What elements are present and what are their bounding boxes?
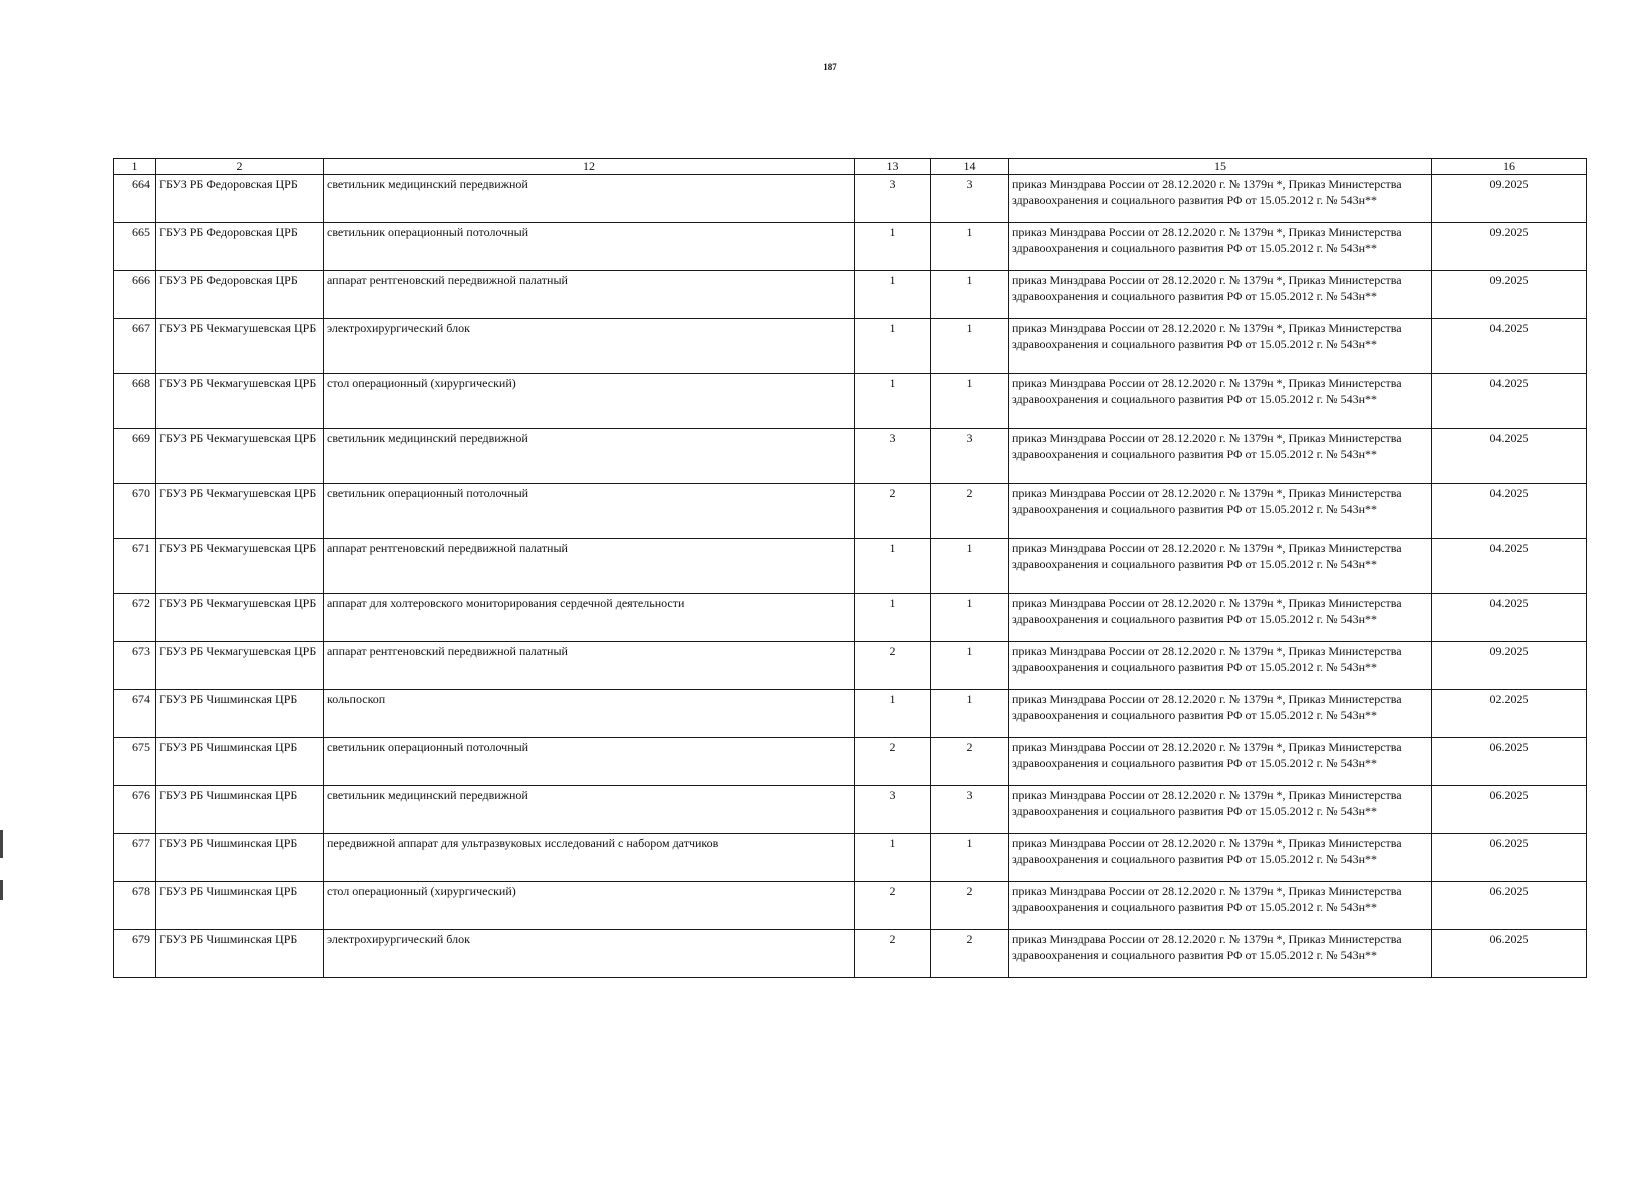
cell-organization: ГБУЗ РБ Чишминская ЦРБ: [156, 738, 324, 786]
table-row: [114, 429, 1587, 484]
cell-basis: приказ Минздрава России от 28.12.2020 г. № 1379н *, Приказ Министерства здравоохранения и социального развития РФ от 15.05.2012 г. № 543н**: [1009, 374, 1432, 429]
table-row: [114, 690, 1587, 738]
cell-equipment: светильник медицинский передвижной: [324, 786, 855, 834]
cell-col-14: 1: [931, 319, 1009, 374]
cell-organization: ГБУЗ РБ Чишминская ЦРБ: [156, 882, 324, 930]
cell-col-14: 1: [931, 539, 1009, 594]
cell-col-14: 1: [931, 594, 1009, 642]
cell-col-13: 1: [855, 594, 931, 642]
cell-organization: ГБУЗ РБ Чишминская ЦРБ: [156, 690, 324, 738]
table-row: [114, 786, 1587, 834]
cell-date: 06.2025: [1432, 834, 1587, 882]
cell-basis: приказ Минздрава России от 28.12.2020 г. № 1379н *, Приказ Министерства здравоохранения и социального развития РФ от 15.05.2012 г. № 543н**: [1009, 175, 1432, 223]
table-row: [114, 834, 1587, 882]
cell-date: 04.2025: [1432, 319, 1587, 374]
equipment-table: [113, 158, 1587, 978]
scan-edge-mark: [0, 880, 3, 900]
cell-date: 09.2025: [1432, 642, 1587, 690]
cell-col-14: 1: [931, 223, 1009, 271]
cell-col-13: 1: [855, 271, 931, 319]
cell-col-13: 1: [855, 223, 931, 271]
cell-col-13: 2: [855, 738, 931, 786]
cell-col-14: 1: [931, 374, 1009, 429]
cell-col-13: 1: [855, 834, 931, 882]
cell-organization: ГБУЗ РБ Чекмагушевская ЦРБ: [156, 484, 324, 539]
table-row: [114, 930, 1587, 978]
col-header-14: 14: [931, 159, 1009, 175]
cell-equipment: стол операционный (хирургический): [324, 882, 855, 930]
cell-row-number: 678: [114, 882, 156, 930]
cell-organization: ГБУЗ РБ Чишминская ЦРБ: [156, 786, 324, 834]
cell-organization: ГБУЗ РБ Федоровская ЦРБ: [156, 175, 324, 223]
cell-basis: приказ Минздрава России от 28.12.2020 г. № 1379н *, Приказ Министерства здравоохранения и социального развития РФ от 15.05.2012 г. № 543н**: [1009, 223, 1432, 271]
table-body: [114, 175, 1587, 978]
col-header-15: 15: [1009, 159, 1432, 175]
cell-organization: ГБУЗ РБ Чишминская ЦРБ: [156, 930, 324, 978]
table-row: [114, 484, 1587, 539]
col-header-16: 16: [1432, 159, 1587, 175]
cell-equipment: аппарат для холтеровского мониторирования сердечной деятельности: [324, 594, 855, 642]
cell-col-13: 3: [855, 175, 931, 223]
cell-col-14: 3: [931, 175, 1009, 223]
header-row: [114, 159, 1587, 175]
table-row: [114, 642, 1587, 690]
table-row: [114, 882, 1587, 930]
cell-basis: приказ Минздрава России от 28.12.2020 г. № 1379н *, Приказ Министерства здравоохранения и социального развития РФ от 15.05.2012 г. № 543н**: [1009, 271, 1432, 319]
page-number: 187: [823, 62, 837, 72]
cell-row-number: 677: [114, 834, 156, 882]
cell-date: 04.2025: [1432, 374, 1587, 429]
cell-equipment: стол операционный (хирургический): [324, 374, 855, 429]
cell-equipment: аппарат рентгеновский передвижной палатный: [324, 642, 855, 690]
cell-date: 04.2025: [1432, 484, 1587, 539]
cell-col-14: 1: [931, 271, 1009, 319]
cell-equipment: аппарат рентгеновский передвижной палатный: [324, 271, 855, 319]
cell-row-number: 676: [114, 786, 156, 834]
cell-organization: ГБУЗ РБ Чекмагушевская ЦРБ: [156, 319, 324, 374]
cell-date: 06.2025: [1432, 882, 1587, 930]
col-header-13: 13: [855, 159, 931, 175]
cell-col-14: 3: [931, 786, 1009, 834]
table-row: [114, 223, 1587, 271]
col-header-2: 2: [156, 159, 324, 175]
cell-col-13: 1: [855, 374, 931, 429]
cell-row-number: 675: [114, 738, 156, 786]
cell-equipment: светильник операционный потолочный: [324, 484, 855, 539]
cell-row-number: 672: [114, 594, 156, 642]
cell-basis: приказ Минздрава России от 28.12.2020 г. № 1379н *, Приказ Министерства здравоохранения и социального развития РФ от 15.05.2012 г. № 543н**: [1009, 834, 1432, 882]
cell-basis: приказ Минздрава России от 28.12.2020 г. № 1379н *, Приказ Министерства здравоохранения и социального развития РФ от 15.05.2012 г. № 543н**: [1009, 539, 1432, 594]
cell-organization: ГБУЗ РБ Чекмагушевская ЦРБ: [156, 594, 324, 642]
cell-organization: ГБУЗ РБ Чишминская ЦРБ: [156, 834, 324, 882]
cell-basis: приказ Минздрава России от 28.12.2020 г. № 1379н *, Приказ Министерства здравоохранения и социального развития РФ от 15.05.2012 г. № 543н**: [1009, 484, 1432, 539]
table-row: [114, 594, 1587, 642]
cell-equipment: светильник операционный потолочный: [324, 738, 855, 786]
cell-row-number: 674: [114, 690, 156, 738]
cell-col-13: 2: [855, 642, 931, 690]
table-row: [114, 374, 1587, 429]
cell-row-number: 666: [114, 271, 156, 319]
cell-organization: ГБУЗ РБ Чекмагушевская ЦРБ: [156, 642, 324, 690]
cell-date: 04.2025: [1432, 539, 1587, 594]
cell-equipment: светильник медицинский передвижной: [324, 175, 855, 223]
cell-equipment: кольпоскоп: [324, 690, 855, 738]
cell-basis: приказ Минздрава России от 28.12.2020 г. № 1379н *, Приказ Министерства здравоохранения и социального развития РФ от 15.05.2012 г. № 543н**: [1009, 786, 1432, 834]
cell-col-14: 1: [931, 834, 1009, 882]
cell-date: 06.2025: [1432, 738, 1587, 786]
cell-equipment: электрохирургический блок: [324, 319, 855, 374]
col-header-1: 1: [114, 159, 156, 175]
cell-col-13: 3: [855, 429, 931, 484]
cell-col-14: 3: [931, 429, 1009, 484]
cell-basis: приказ Минздрава России от 28.12.2020 г. № 1379н *, Приказ Министерства здравоохранения и социального развития РФ от 15.05.2012 г. № 543н**: [1009, 319, 1432, 374]
cell-date: 09.2025: [1432, 223, 1587, 271]
cell-equipment: светильник медицинский передвижной: [324, 429, 855, 484]
table-row: [114, 738, 1587, 786]
cell-basis: приказ Минздрава России от 28.12.2020 г. № 1379н *, Приказ Министерства здравоохранения и социального развития РФ от 15.05.2012 г. № 543н**: [1009, 642, 1432, 690]
cell-date: 06.2025: [1432, 786, 1587, 834]
cell-row-number: 679: [114, 930, 156, 978]
cell-basis: приказ Минздрава России от 28.12.2020 г. № 1379н *, Приказ Министерства здравоохранения и социального развития РФ от 15.05.2012 г. № 543н**: [1009, 930, 1432, 978]
cell-col-14: 2: [931, 930, 1009, 978]
cell-organization: ГБУЗ РБ Чекмагушевская ЦРБ: [156, 539, 324, 594]
cell-row-number: 665: [114, 223, 156, 271]
cell-date: 09.2025: [1432, 175, 1587, 223]
cell-col-14: 2: [931, 484, 1009, 539]
cell-basis: приказ Минздрава России от 28.12.2020 г. № 1379н *, Приказ Министерства здравоохранения и социального развития РФ от 15.05.2012 г. № 543н**: [1009, 738, 1432, 786]
table-row: [114, 271, 1587, 319]
col-header-12: 12: [324, 159, 855, 175]
cell-col-14: 2: [931, 882, 1009, 930]
cell-row-number: 667: [114, 319, 156, 374]
cell-basis: приказ Минздрава России от 28.12.2020 г. № 1379н *, Приказ Министерства здравоохранения и социального развития РФ от 15.05.2012 г. № 543н**: [1009, 882, 1432, 930]
cell-basis: приказ Минздрава России от 28.12.2020 г. № 1379н *, Приказ Министерства здравоохранения и социального развития РФ от 15.05.2012 г. № 543н**: [1009, 429, 1432, 484]
cell-equipment: аппарат рентгеновский передвижной палатный: [324, 539, 855, 594]
cell-row-number: 671: [114, 539, 156, 594]
table-row: [114, 539, 1587, 594]
cell-col-14: 1: [931, 642, 1009, 690]
cell-col-13: 2: [855, 930, 931, 978]
cell-col-13: 1: [855, 690, 931, 738]
cell-basis: приказ Минздрава России от 28.12.2020 г. № 1379н *, Приказ Министерства здравоохранения и социального развития РФ от 15.05.2012 г. № 543н**: [1009, 594, 1432, 642]
cell-organization: ГБУЗ РБ Чекмагушевская ЦРБ: [156, 374, 324, 429]
cell-equipment: электрохирургический блок: [324, 930, 855, 978]
cell-col-13: 1: [855, 319, 931, 374]
cell-date: 09.2025: [1432, 271, 1587, 319]
cell-date: 02.2025: [1432, 690, 1587, 738]
cell-organization: ГБУЗ РБ Чекмагушевская ЦРБ: [156, 429, 324, 484]
cell-col-13: 3: [855, 786, 931, 834]
cell-col-13: 2: [855, 484, 931, 539]
cell-date: 04.2025: [1432, 594, 1587, 642]
cell-row-number: 670: [114, 484, 156, 539]
scan-edge-mark: [0, 830, 3, 858]
cell-equipment: светильник операционный потолочный: [324, 223, 855, 271]
cell-row-number: 668: [114, 374, 156, 429]
cell-basis: приказ Минздрава России от 28.12.2020 г. № 1379н *, Приказ Министерства здравоохранения и социального развития РФ от 15.05.2012 г. № 543н**: [1009, 690, 1432, 738]
cell-equipment: передвижной аппарат для ультразвуковых исследований с набором датчиков: [324, 834, 855, 882]
cell-col-13: 2: [855, 882, 931, 930]
table-row: [114, 175, 1587, 223]
cell-row-number: 669: [114, 429, 156, 484]
cell-organization: ГБУЗ РБ Федоровская ЦРБ: [156, 271, 324, 319]
cell-organization: ГБУЗ РБ Федоровская ЦРБ: [156, 223, 324, 271]
cell-row-number: 664: [114, 175, 156, 223]
cell-col-14: 2: [931, 738, 1009, 786]
cell-col-14: 1: [931, 690, 1009, 738]
cell-date: 04.2025: [1432, 429, 1587, 484]
cell-date: 06.2025: [1432, 930, 1587, 978]
table-row: [114, 319, 1587, 374]
cell-col-13: 1: [855, 539, 931, 594]
cell-row-number: 673: [114, 642, 156, 690]
